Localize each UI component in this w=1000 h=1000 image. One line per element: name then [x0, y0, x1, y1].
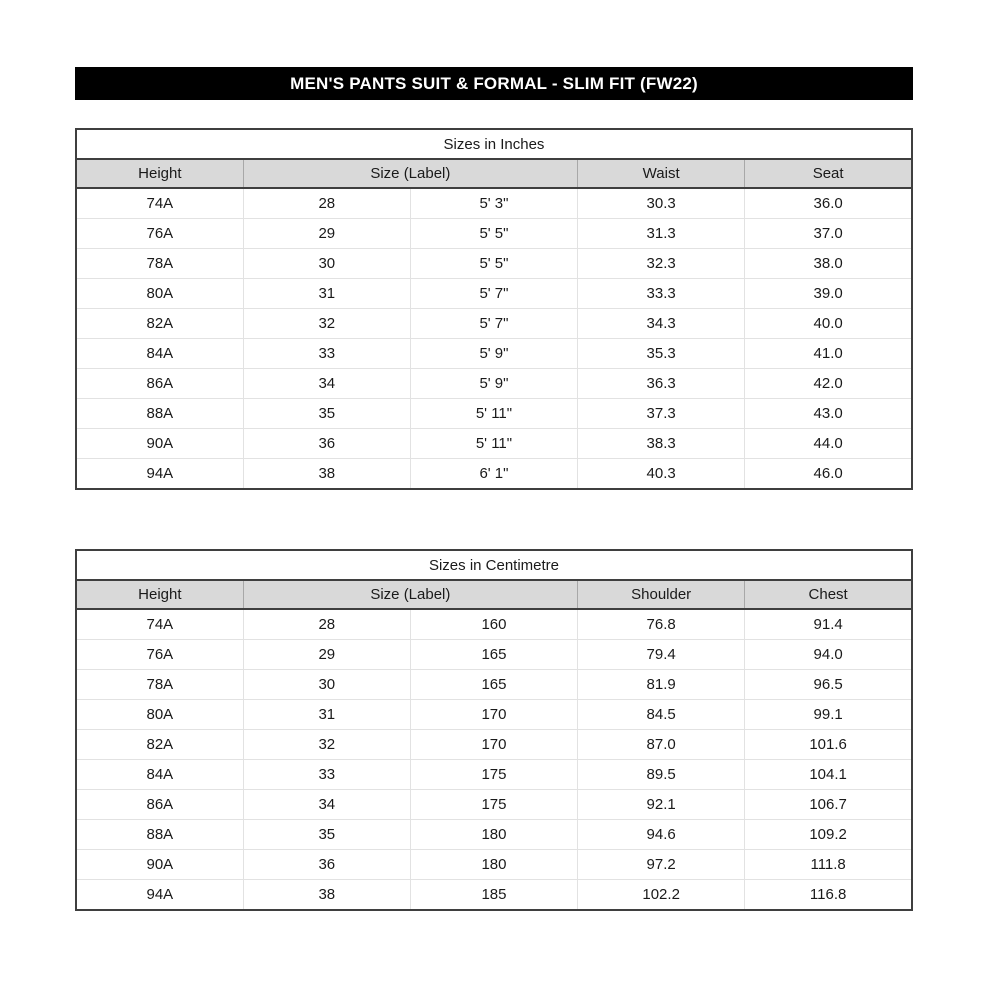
table-cell: 101.6	[745, 730, 912, 760]
table-row	[76, 670, 912, 700]
table-cell: 39.0	[745, 279, 912, 309]
table-cell: 5' 11"	[410, 399, 577, 429]
table-cell: 96.5	[745, 670, 912, 700]
column-header-size-label: Size (Label)	[243, 159, 577, 188]
table-header-row	[76, 159, 912, 188]
table-cell: 78A	[76, 249, 243, 279]
table-cell: 28	[243, 609, 410, 640]
table-cell: 80A	[76, 279, 243, 309]
table-cell: 175	[410, 790, 577, 820]
table-row	[76, 850, 912, 880]
table-row	[76, 640, 912, 670]
sizes-in-centimetre-table	[75, 549, 913, 911]
table-cell: 94.6	[578, 820, 745, 850]
table-cell: 32	[243, 730, 410, 760]
table-cell: 86A	[76, 790, 243, 820]
column-header-shoulder: Shoulder	[578, 580, 745, 609]
table-row	[76, 309, 912, 339]
table-row	[76, 790, 912, 820]
table-cell: 116.8	[809, 886, 847, 903]
table-cell: 170	[410, 700, 577, 730]
table-row	[76, 609, 912, 640]
table-cell: 94A	[76, 459, 243, 490]
table-cell: 99.1	[745, 700, 912, 730]
table-cell: 5' 3"	[410, 188, 577, 219]
table-cell: 88A	[76, 399, 243, 429]
table-cell: 111.8	[745, 850, 912, 880]
table-cell: 76A	[76, 219, 243, 249]
table-cell: 44.0	[745, 429, 912, 459]
table-cell: 97.2	[578, 850, 745, 880]
table-cell: 36.3	[578, 369, 745, 399]
table-row	[76, 399, 912, 429]
table-cell: 36	[243, 850, 410, 880]
table-row	[76, 249, 912, 279]
table-header-row	[76, 580, 912, 609]
table-cell: 5' 9"	[410, 339, 577, 369]
table-cell: 89.5	[578, 760, 745, 790]
table-cell: 5' 7"	[410, 309, 577, 339]
table-cell: 90A	[76, 429, 243, 459]
table-cell: 37.3	[578, 399, 745, 429]
table-cell: 170	[410, 730, 577, 760]
column-header-height: Height	[76, 580, 243, 609]
table-cell: 92.1	[578, 790, 745, 820]
table-cell: 84A	[76, 339, 243, 369]
table-cell: 30	[243, 249, 410, 279]
table-cell: 76A	[76, 640, 243, 670]
table-cell: 5' 5"	[410, 249, 577, 279]
table-cell: 180	[410, 820, 577, 850]
table-cell: 33.3	[578, 279, 745, 309]
table-row	[76, 279, 912, 309]
table-cell: 29	[243, 219, 410, 249]
table-cell: 40.0	[745, 309, 912, 339]
table-cell: 87.0	[578, 730, 745, 760]
table-cell: 30	[243, 670, 410, 700]
table-title: Sizes in Centimetre	[76, 550, 912, 580]
table-cell: 33	[243, 339, 410, 369]
table-row	[76, 188, 912, 219]
table-title: Sizes in Inches	[76, 129, 912, 159]
table-cell: 38	[243, 459, 410, 490]
table-cell: 109.2	[745, 820, 912, 850]
table-cell: 32	[243, 309, 410, 339]
table-cell: 84A	[76, 760, 243, 790]
table-cell: 34	[243, 369, 410, 399]
table-cell: 86A	[76, 369, 243, 399]
table-row	[76, 219, 912, 249]
table-cell: 5' 5"	[410, 219, 577, 249]
table-cell: 102.2	[578, 880, 745, 911]
table-cell: 38.3	[578, 429, 745, 459]
table-cell: 104.1	[745, 760, 912, 790]
table-title-row	[76, 550, 912, 580]
document-title-bar	[75, 67, 913, 100]
table-body	[76, 609, 912, 910]
table-cell: 35.3	[578, 339, 745, 369]
table-cell: 5' 9"	[410, 369, 577, 399]
table-cell: 6' 1"	[410, 459, 577, 490]
table-cell: 36	[243, 429, 410, 459]
table-cell: 91.4	[745, 609, 912, 640]
table-row	[76, 880, 912, 911]
table-cell: 160	[410, 609, 577, 640]
table-cell: 76.8	[578, 609, 745, 640]
table-row	[76, 459, 912, 490]
table-cell: 82A	[76, 309, 243, 339]
table-cell: 31	[243, 279, 410, 309]
table-cell: 165	[410, 640, 577, 670]
table-cell: 35	[243, 820, 410, 850]
table-body	[76, 188, 912, 489]
table-cell: 42.0	[745, 369, 912, 399]
table-cell: 43.0	[745, 399, 912, 429]
table-cell: 180	[410, 850, 577, 880]
table-row	[76, 730, 912, 760]
table-cell: 34.3	[578, 309, 745, 339]
table-cell: 33	[243, 760, 410, 790]
table-cell: 37.0	[745, 219, 912, 249]
table-cell: 28	[243, 188, 410, 219]
table-cell: 38	[243, 880, 410, 911]
table-cell: 30.3	[578, 188, 745, 219]
column-header-size-label: Size (Label)	[243, 580, 577, 609]
table-cell: 88A	[76, 820, 243, 850]
table-cell: 74A	[76, 609, 243, 640]
table-row	[76, 760, 912, 790]
table-cell: 35	[243, 399, 410, 429]
table-cell: 78A	[76, 670, 243, 700]
table-cell: 84.5	[578, 700, 745, 730]
table-cell: 74A	[76, 188, 243, 219]
table-cell: 29	[243, 640, 410, 670]
table-cell: 80A	[76, 700, 243, 730]
column-header-seat: Seat	[745, 159, 912, 188]
table-cell: 38.0	[745, 249, 912, 279]
table-cell: 106.7	[745, 790, 912, 820]
table-row	[76, 429, 912, 459]
table-cell: 94A	[76, 880, 243, 911]
table-cell: 165	[410, 670, 577, 700]
table-cell: 34	[243, 790, 410, 820]
table-row	[76, 700, 912, 730]
table-cell: 90A	[76, 850, 243, 880]
column-header-chest: Chest	[745, 580, 912, 609]
table-cell: 185	[410, 880, 577, 911]
table-title-row	[76, 129, 912, 159]
table-row	[76, 820, 912, 850]
table-cell: 94.0	[745, 640, 912, 670]
column-header-height: Height	[76, 159, 243, 188]
table-cell: 81.9	[578, 670, 745, 700]
table-cell: 36.0	[745, 188, 912, 219]
table-cell: 5' 7"	[410, 279, 577, 309]
column-header-waist: Waist	[578, 159, 745, 188]
table-cell: 32.3	[578, 249, 745, 279]
table-row	[76, 369, 912, 399]
table-cell: 46.0	[813, 465, 843, 482]
sizes-in-inches-table	[75, 128, 913, 490]
table-cell: 40.3	[578, 459, 745, 490]
table-cell: 79.4	[578, 640, 745, 670]
table-cell: 31	[243, 700, 410, 730]
table-cell: 175	[410, 760, 577, 790]
table-cell: 5' 11"	[410, 429, 577, 459]
table-cell: 31.3	[578, 219, 745, 249]
table-cell: 82A	[76, 730, 243, 760]
table-cell: 41.0	[745, 339, 912, 369]
table-row	[76, 339, 912, 369]
document-title: MEN'S PANTS SUIT & FORMAL - SLIM FIT (FW22)	[290, 73, 698, 93]
